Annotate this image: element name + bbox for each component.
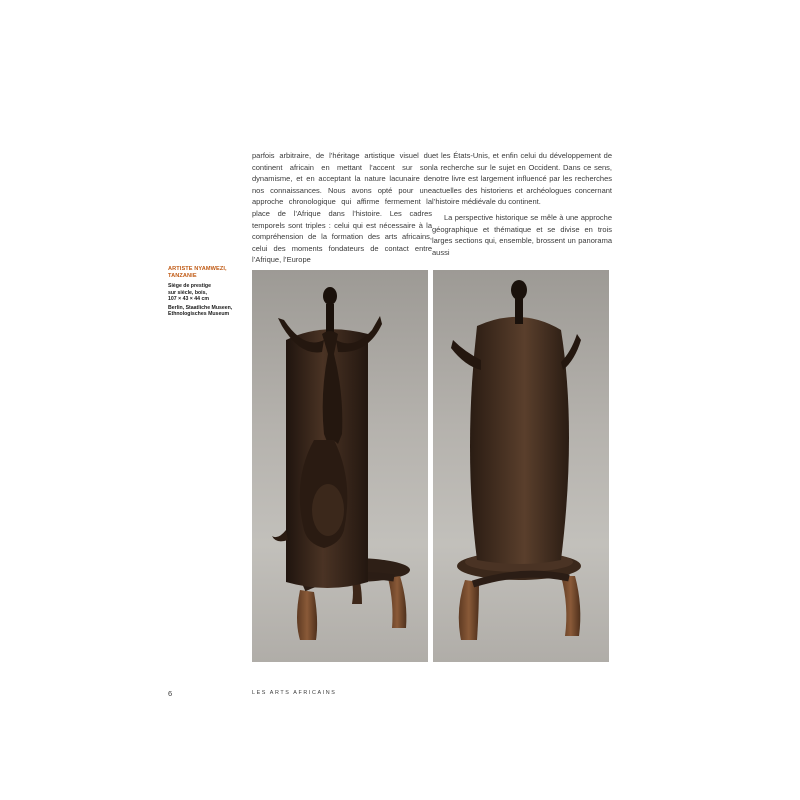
photo-stool-back-view bbox=[433, 270, 609, 662]
photo-stool-front-view bbox=[252, 270, 428, 662]
paragraph: parfois arbitraire, de l’héritage artistique visuel du continent africain en mettant l’accent sur son dynamisme, et en acceptant la nature lacunaire de nos connaissances. Nous avons opté pour une approche chronologique qui affirme fermement la place de l’Afrique dans l’histoire. Les cadres temporels sont triples : celui qui est nécessaire à la compréhension de la formation des arts africains, celui des moments fondateurs de contact entre l’Afrique, l’Europe bbox=[252, 151, 432, 265]
caption-medium: sur siècle, bois, bbox=[168, 289, 207, 296]
caption-dimensions: 107 × 43 × 44 cm bbox=[168, 296, 209, 303]
caption-collection: Berlin, Staatliche Museen, Ethnologisches Museum bbox=[168, 304, 233, 318]
paragraph: et les États-Unis, et enfin celui du développement de la recherche sur le sujet en Occident. Dans ce sens, notre livre est largement influencé par les recherches actuelles des historiens et archéologues concernant l’histoire médiévale du continent. bbox=[432, 151, 612, 207]
body-text-column-2 bbox=[432, 150, 612, 258]
page-number: 6 bbox=[168, 689, 173, 698]
body-text-column-1 bbox=[252, 150, 432, 266]
caption-work-title: Siège de prestige bbox=[168, 283, 211, 289]
figure-caption bbox=[168, 266, 238, 318]
caption-artist: ARTISTE NYAMWEZI, TANZANIE bbox=[168, 266, 227, 279]
paragraph: La perspective historique se mêle à une approche géographique et thématique et se divise en trois larges sections qui, ensemble, brossent un panorama aussi bbox=[432, 212, 612, 257]
running-title: LES ARTS AFRICAINS bbox=[252, 690, 337, 696]
